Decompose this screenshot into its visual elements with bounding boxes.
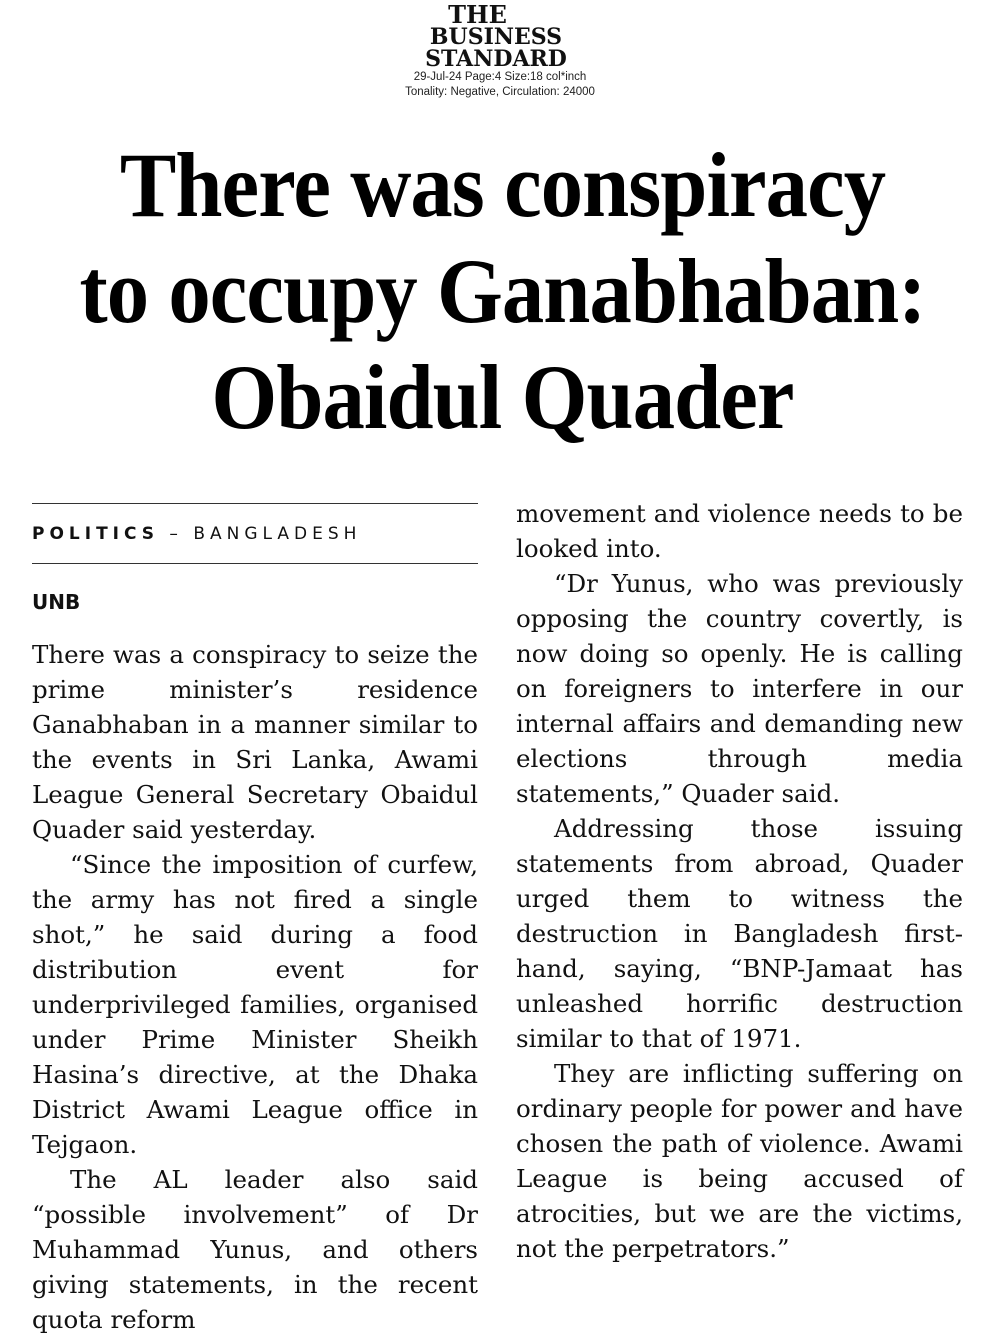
section-separator: –: [159, 524, 194, 544]
paragraph: “Since the imposition of curfew, the army has not fired a single shot,” he said during a food distribution event for underprivileged families, organised under Prime Minister Sheikh Hasina’s directive, at the Dhaka District Awami League office in Tejgaon.: [32, 850, 478, 1159]
paragraph: Addressing those issuing statements from abroad, Quader urged them to witness the destruction in Bangladesh first-hand, saying, “BNP-Jamaat has unleashed horrific destruction similar to that of 1971.: [516, 814, 963, 1053]
section-main: POLITICS: [32, 524, 160, 544]
paragraph: They are inflicting suffering on ordinary people for power and have chosen the path of violence. Awami League is being accused of atrocities, but we are the victims, not the perpetrators.”: [516, 1059, 963, 1263]
brand-line-3: STANDARD: [425, 46, 567, 72]
clipping-meta: [0, 70, 1000, 100]
article-column-2: [516, 496, 963, 1266]
byline: UNB: [32, 590, 81, 614]
paragraph: movement and violence needs to be looked into.: [516, 499, 963, 563]
section-rule-top: [32, 503, 478, 504]
article-headline: [68, 132, 937, 450]
section-rule-bottom: [32, 563, 478, 564]
paragraph: There was a conspiracy to seize the prime minister’s residence Ganabhaban in a manner similar to the events in Sri Lanka, Awami League General Secretary Obaidul Quader said yesterday.: [32, 640, 478, 844]
paragraph: “Dr Yunus, who was previously opposing the country covertly, is now doing so openly. He is calling on foreigners to interfere in our internal affairs and demanding new elections through media statements,” Quader said.: [516, 569, 963, 808]
meta-line-2: Tonality: Negative, Circulation: 24000: [405, 86, 595, 98]
headline-line-3: Obaidul Quader: [211, 346, 794, 448]
headline-line-2: to occupy Ganabhaban:: [79, 240, 926, 342]
publication-logo: [0, 0, 1000, 72]
headline-line-1: There was conspiracy: [119, 134, 886, 236]
brand-line-1: THE: [448, 0, 507, 29]
brand-line-2: BUSINESS: [429, 24, 563, 50]
masthead: [0, 0, 1000, 100]
paragraph: The AL leader also said “possible involvement” of Dr Muhammad Yunus, and others giving statements, in the recent quota reform: [32, 1165, 478, 1334]
article-column-1: [32, 637, 478, 1337]
meta-line-1: 29-Jul-24 Page:4 Size:18 col*inch: [413, 71, 587, 83]
section-label: [32, 524, 361, 544]
section-sub: BANGLADESH: [193, 524, 362, 544]
